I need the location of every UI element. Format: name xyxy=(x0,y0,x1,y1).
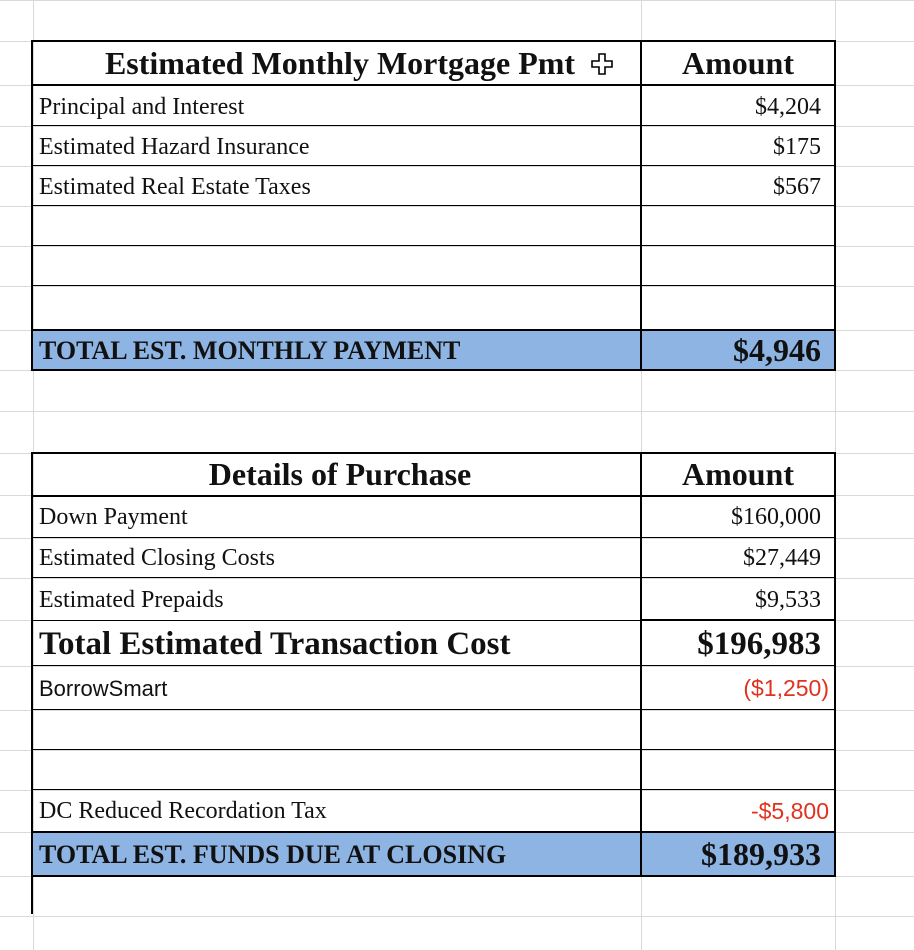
purchase-row-amount[interactable]: $9,533 xyxy=(755,586,821,613)
purchase-empty-cell[interactable] xyxy=(33,711,641,750)
borrowsmart-label[interactable]: BorrowSmart xyxy=(39,675,168,701)
purchase-empty-cell[interactable] xyxy=(33,751,641,790)
mortgage-row-label[interactable]: Estimated Hazard Insurance xyxy=(39,133,310,160)
mortgage-row-label[interactable]: Principal and Interest xyxy=(39,93,245,120)
borrowsmart-amount[interactable]: ($1,250) xyxy=(743,675,829,701)
mortgage-empty-cell[interactable] xyxy=(33,207,641,246)
monthly-total-label[interactable]: TOTAL EST. MONTHLY PAYMENT xyxy=(33,331,641,370)
transaction-cost-amount[interactable]: $196,983 xyxy=(697,625,821,662)
mortgage-row-amount[interactable]: $4,204 xyxy=(755,93,821,120)
mortgage-empty-cell[interactable] xyxy=(33,247,641,286)
closing-total-amount[interactable]: $189,933 xyxy=(641,833,835,876)
purchase-header-label[interactable]: Details of Purchase xyxy=(208,456,472,492)
transaction-cost-label[interactable]: Total Estimated Transaction Cost xyxy=(39,625,511,662)
mortgage-row-label[interactable]: Estimated Real Estate Taxes xyxy=(39,173,311,200)
purchase-row-label[interactable]: Down Payment xyxy=(39,504,188,530)
mortgage-header-amount[interactable]: Amount xyxy=(681,45,794,81)
recordation-tax-label[interactable]: DC Reduced Recordation Tax xyxy=(39,798,327,824)
mortgage-header-label[interactable]: Estimated Monthly Mortgage Pmt xyxy=(104,45,576,81)
monthly-total-amount[interactable]: $4,946 xyxy=(641,331,835,370)
mortgage-row-amount[interactable]: $175 xyxy=(773,133,821,160)
purchase-row-amount[interactable]: $160,000 xyxy=(731,504,821,530)
purchase-row-label[interactable]: Estimated Prepaids xyxy=(39,586,224,613)
mortgage-empty-cell[interactable] xyxy=(33,287,641,330)
purchase-row-amount[interactable]: $27,449 xyxy=(743,544,821,571)
cell-select-cursor-icon xyxy=(591,53,613,75)
recordation-tax-amount[interactable]: -$5,800 xyxy=(750,798,829,824)
mortgage-row-amount[interactable]: $567 xyxy=(773,173,821,200)
closing-total-label[interactable]: TOTAL EST. FUNDS DUE AT CLOSING xyxy=(33,833,641,876)
purchase-row-label[interactable]: Estimated Closing Costs xyxy=(39,544,276,571)
purchase-header-amount[interactable]: Amount xyxy=(681,456,794,492)
